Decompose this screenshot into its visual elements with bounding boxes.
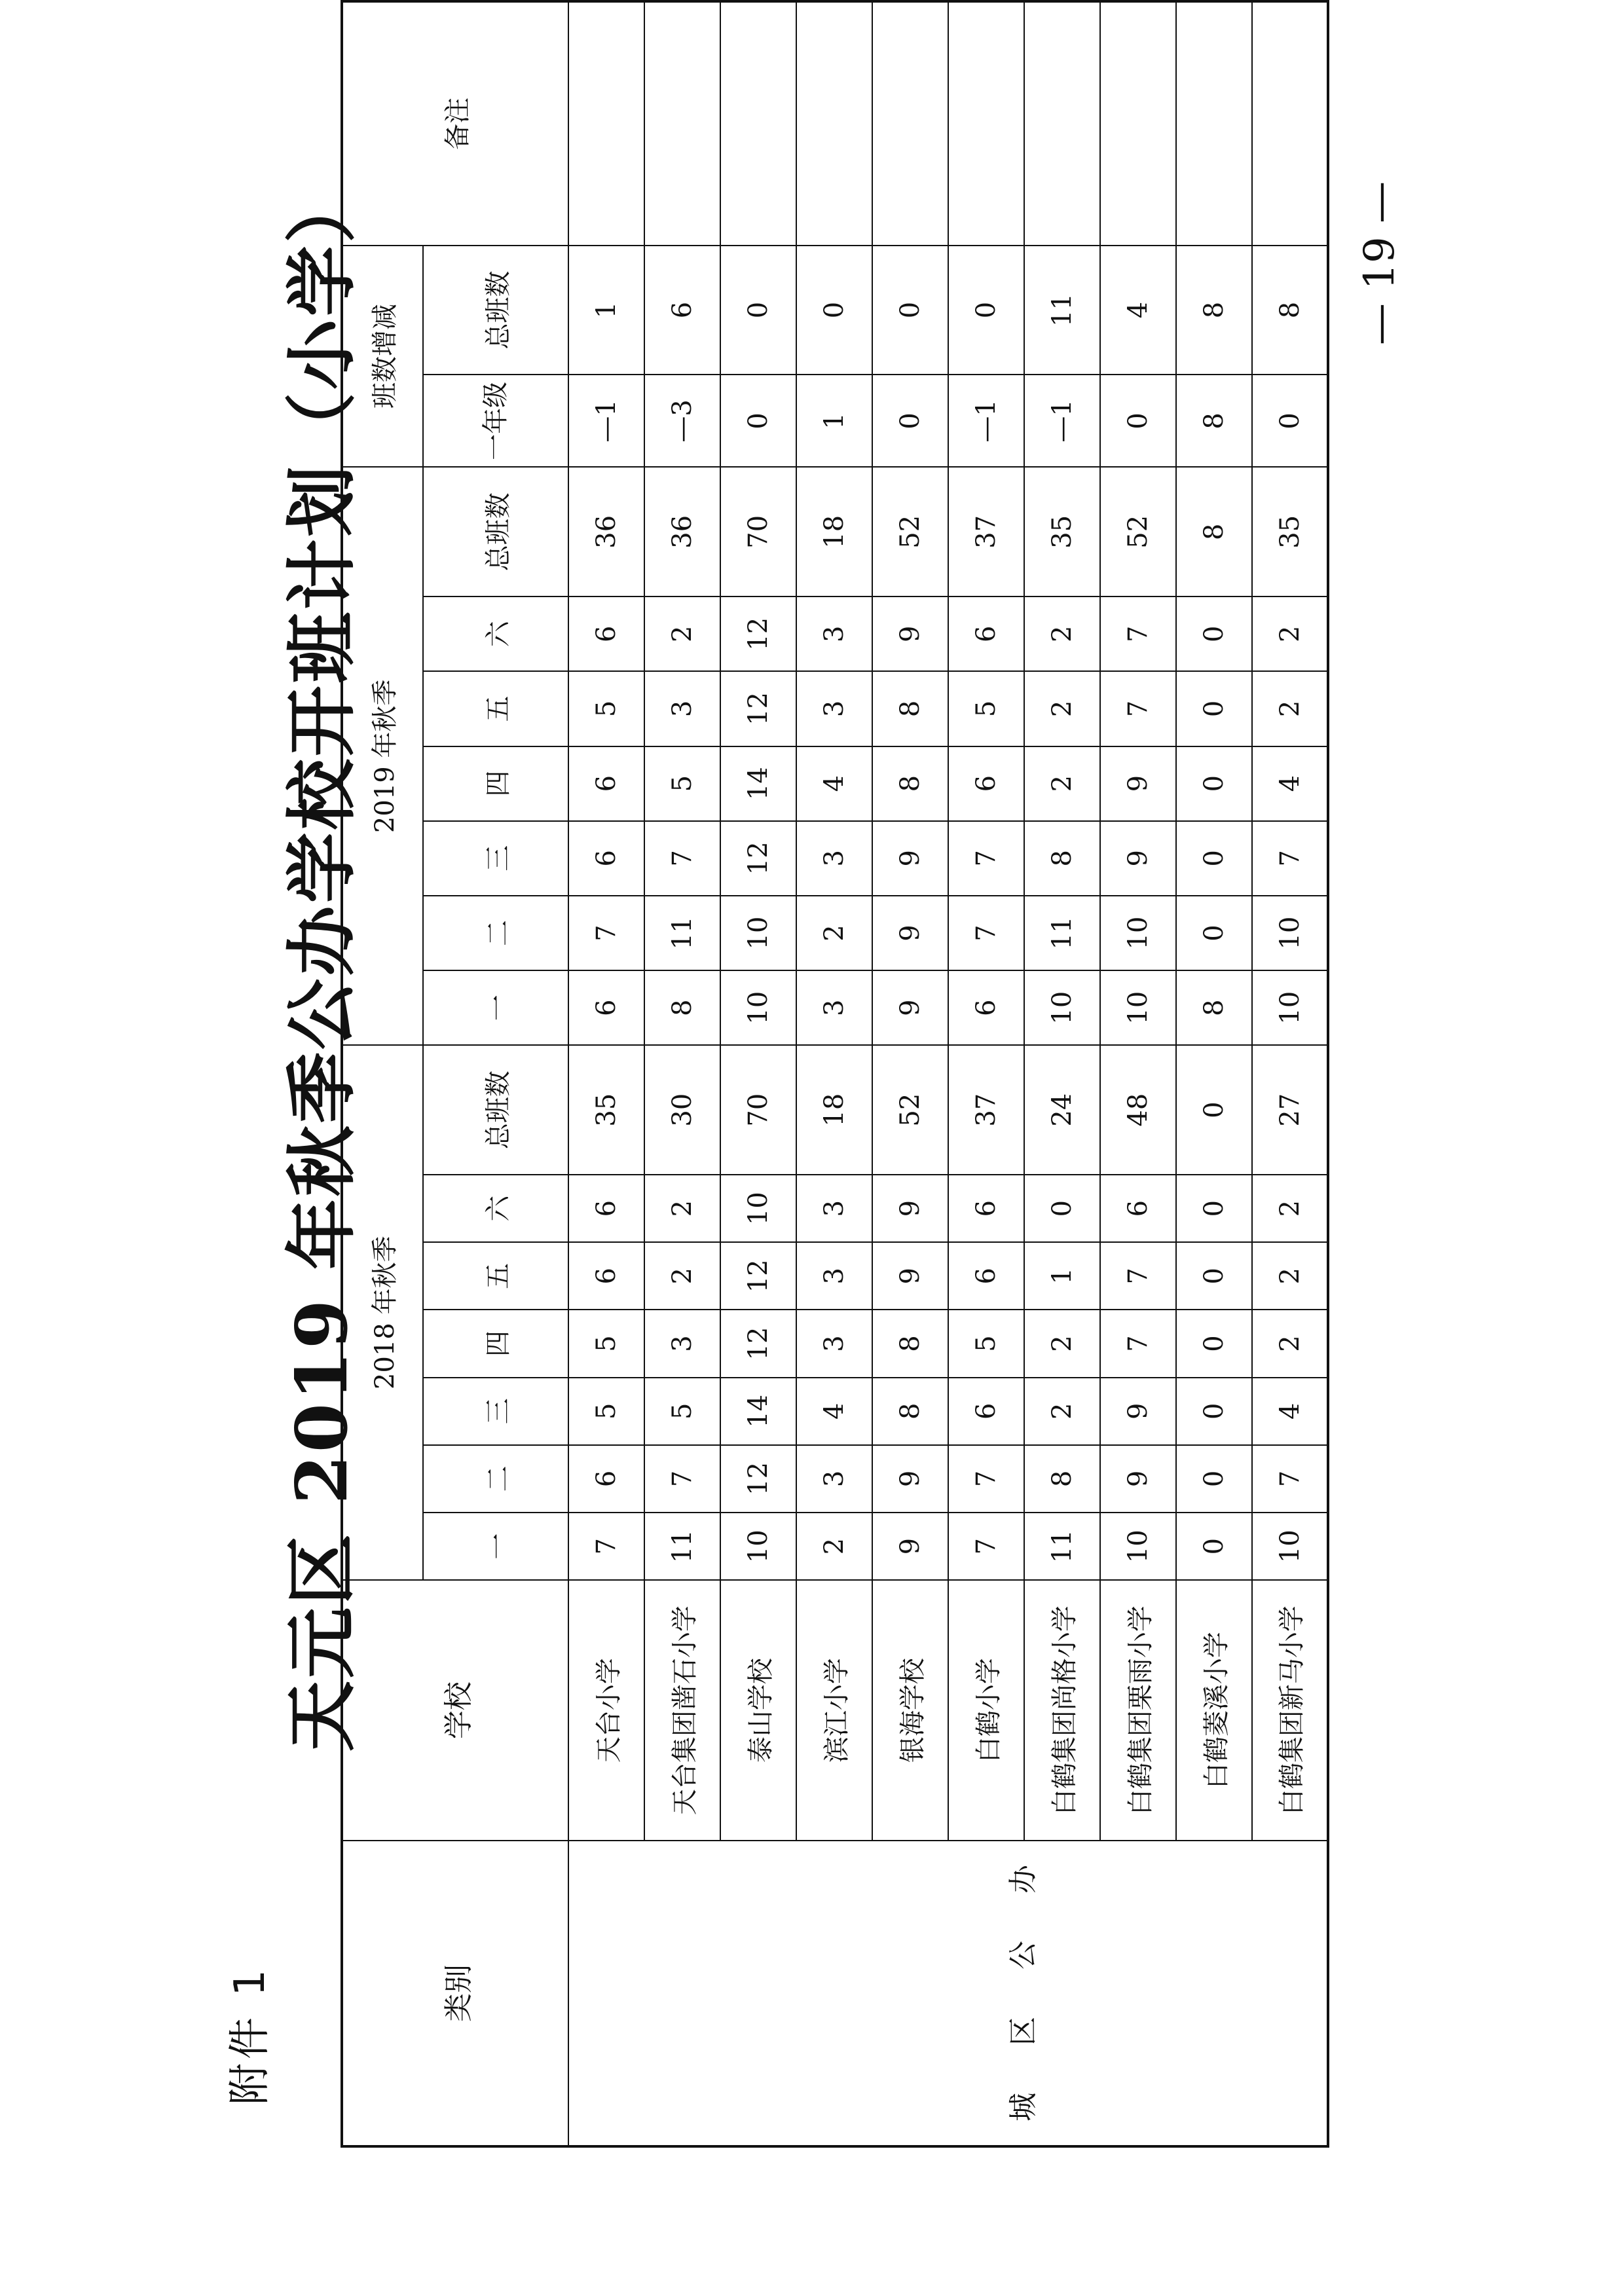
category-char: 区 <box>1006 2017 1040 2046</box>
grade-2018-cell: 5 <box>568 1378 644 1445</box>
change-total-header: 总班数 <box>423 246 568 375</box>
grade-2019-cell: 12 <box>720 821 796 896</box>
grade-2018-cell: 2 <box>1252 1242 1328 1310</box>
grade-2018-cell: 7 <box>1100 1310 1176 1377</box>
grade-2019-cell: 10 <box>1100 896 1176 970</box>
grade1-change-cell: —1 <box>948 375 1024 467</box>
grade-2019-cell: 3 <box>796 821 872 896</box>
total-2019-cell: 18 <box>796 467 872 597</box>
grade1-header: 一年级 <box>423 375 568 467</box>
total-2019-cell: 8 <box>1176 467 1252 597</box>
grade-2018-cell: 6 <box>568 1445 644 1513</box>
remarks-cell <box>1100 1 1176 246</box>
grade-2018-cell: 8 <box>1024 1445 1100 1513</box>
grade-header: 三 <box>423 1378 568 1445</box>
remarks-cell <box>568 1 644 246</box>
grade-header: 一 <box>423 1513 568 1580</box>
grade-2018-cell: 7 <box>568 1513 644 1580</box>
grade1-change-cell: 0 <box>872 375 948 467</box>
total-2019-cell: 35 <box>1024 467 1100 597</box>
grade-2019-cell: 2 <box>796 896 872 970</box>
total-change-cell: 0 <box>872 246 948 375</box>
grade-2019-cell: 7 <box>1100 597 1176 671</box>
grade1-change-cell: —1 <box>568 375 644 467</box>
grade-header: 四 <box>423 746 568 821</box>
grade1-change-cell: 0 <box>720 375 796 467</box>
category-header: 类别 <box>342 1841 568 2146</box>
grade-2019-cell: 0 <box>1176 671 1252 746</box>
grade-2019-cell: 12 <box>720 597 796 671</box>
grade-header: 四 <box>423 1310 568 1377</box>
grade-2019-cell: 8 <box>872 671 948 746</box>
fall-2019-header: 2019 年秋季 <box>342 467 423 1045</box>
grade-2018-cell: 12 <box>720 1242 796 1310</box>
grade-2018-cell: 0 <box>1024 1175 1100 1242</box>
remarks-header: 备注 <box>342 1 568 246</box>
grade-2018-cell: 7 <box>644 1445 720 1513</box>
grade-2018-cell: 2 <box>1024 1310 1100 1377</box>
total-2018-cell: 35 <box>568 1045 644 1175</box>
grade-2018-cell: 2 <box>1252 1175 1328 1242</box>
total-2018-cell: 70 <box>720 1045 796 1175</box>
grade-header: 五 <box>423 671 568 746</box>
grade-2019-cell: 2 <box>1024 597 1100 671</box>
grade-2019-cell: 10 <box>1024 970 1100 1045</box>
school-cell: 白鹤集团栗雨小学 <box>1100 1580 1176 1841</box>
grade1-change-cell: 0 <box>1100 375 1176 467</box>
grade-header: 六 <box>423 597 568 671</box>
grade-2019-cell: 3 <box>796 597 872 671</box>
grade-2018-cell: 11 <box>1024 1513 1100 1580</box>
category-char: 办 <box>1006 1865 1040 1894</box>
page-title: 天元区 2019 年秋季公办学校开班计划（小学） <box>281 170 363 1752</box>
remarks-cell <box>720 1 796 246</box>
grade-2019-cell: 2 <box>1252 671 1328 746</box>
remarks-cell <box>796 1 872 246</box>
total-change-cell: 11 <box>1024 246 1100 375</box>
total-header: 总班数 <box>423 467 568 597</box>
grade-2018-cell: 0 <box>1176 1445 1252 1513</box>
grade-2018-cell: 0 <box>1176 1310 1252 1377</box>
grade-2019-cell: 9 <box>872 821 948 896</box>
total-change-cell: 0 <box>720 246 796 375</box>
fall-2018-header: 2018 年秋季 <box>342 1045 423 1580</box>
school-cell: 滨江小学 <box>796 1580 872 1841</box>
grade-2019-cell: 0 <box>1176 821 1252 896</box>
grade-2018-cell: 3 <box>796 1175 872 1242</box>
remarks-cell <box>872 1 948 246</box>
grade-2018-cell: 3 <box>796 1445 872 1513</box>
grade-2019-cell: 5 <box>644 746 720 821</box>
category-cell <box>568 1841 1328 2146</box>
class-plan-table <box>341 0 1329 2148</box>
grade1-change-cell: 8 <box>1176 375 1252 467</box>
grade-2018-cell: 9 <box>872 1513 948 1580</box>
remarks-cell <box>1252 1 1328 246</box>
total-2018-cell: 30 <box>644 1045 720 1175</box>
grade-2018-cell: 10 <box>1252 1513 1328 1580</box>
grade-2019-cell: 6 <box>568 746 644 821</box>
remarks-cell <box>948 1 1024 246</box>
grade-2019-cell: 14 <box>720 746 796 821</box>
grade-2019-cell: 10 <box>1100 970 1176 1045</box>
grade-2019-cell: 2 <box>1024 671 1100 746</box>
grade-2019-cell: 3 <box>796 671 872 746</box>
total-header: 总班数 <box>423 1045 568 1175</box>
grade-2018-cell: 9 <box>1100 1445 1176 1513</box>
grade-header: 一 <box>423 970 568 1045</box>
grade-2019-cell: 7 <box>1100 671 1176 746</box>
table-row <box>1176 1 1252 2146</box>
grade1-change-cell: —1 <box>1024 375 1100 467</box>
total-change-cell: 8 <box>1252 246 1328 375</box>
grade-2018-cell: 1 <box>1024 1242 1100 1310</box>
grade-2019-cell: 0 <box>1176 597 1252 671</box>
grade-2019-cell: 6 <box>568 597 644 671</box>
table-row <box>720 1 796 2146</box>
grade-2018-cell: 11 <box>644 1513 720 1580</box>
total-2018-cell: 24 <box>1024 1045 1100 1175</box>
total-change-cell: 0 <box>796 246 872 375</box>
grade-2018-cell: 2 <box>1024 1378 1100 1445</box>
grade1-change-cell: 1 <box>796 375 872 467</box>
grade-2019-cell: 6 <box>568 970 644 1045</box>
table-row <box>948 1 1024 2146</box>
grade-2018-cell: 14 <box>720 1378 796 1445</box>
grade-2019-cell: 2 <box>1024 746 1100 821</box>
total-2018-cell: 52 <box>872 1045 948 1175</box>
school-cell: 天台集团凿石小学 <box>644 1580 720 1841</box>
grade-2019-cell: 4 <box>796 746 872 821</box>
grade-2018-cell: 0 <box>1176 1242 1252 1310</box>
school-header: 学校 <box>342 1580 568 1841</box>
school-cell: 白鹤集团尚格小学 <box>1024 1580 1100 1841</box>
grade-2018-cell: 7 <box>1252 1445 1328 1513</box>
grade-2018-cell: 6 <box>568 1242 644 1310</box>
grade-2018-cell: 6 <box>948 1242 1024 1310</box>
grade-2019-cell: 9 <box>872 970 948 1045</box>
grade-2018-cell: 3 <box>796 1310 872 1377</box>
school-cell: 天台小学 <box>568 1580 644 1841</box>
grade-2019-cell: 10 <box>1252 970 1328 1045</box>
grade-2018-cell: 0 <box>1176 1513 1252 1580</box>
grade-2018-cell: 3 <box>796 1242 872 1310</box>
grade-2019-cell: 10 <box>720 970 796 1045</box>
total-2018-cell: 27 <box>1252 1045 1328 1175</box>
grade-2018-cell: 10 <box>720 1513 796 1580</box>
grade-2018-cell: 9 <box>1100 1378 1176 1445</box>
total-2019-cell: 36 <box>568 467 644 597</box>
grade-2019-cell: 8 <box>1024 821 1100 896</box>
grade-2018-cell: 5 <box>644 1378 720 1445</box>
grade-2018-cell: 8 <box>872 1378 948 1445</box>
table-body <box>568 1 1328 2146</box>
total-2018-cell: 48 <box>1100 1045 1176 1175</box>
grade-2019-cell: 9 <box>872 896 948 970</box>
grade-2018-cell: 12 <box>720 1445 796 1513</box>
grade-2019-cell: 4 <box>1252 746 1328 821</box>
grade-2018-cell: 2 <box>644 1175 720 1242</box>
grade-header: 二 <box>423 1445 568 1513</box>
grade-2018-cell: 10 <box>1100 1513 1176 1580</box>
table-row <box>1100 1 1176 2146</box>
remarks-cell <box>1024 1 1100 246</box>
grade-2019-cell: 6 <box>948 746 1024 821</box>
total-change-cell: 1 <box>568 246 644 375</box>
total-2018-cell: 18 <box>796 1045 872 1175</box>
grade-2018-cell: 2 <box>644 1242 720 1310</box>
grade-2018-cell: 8 <box>872 1310 948 1377</box>
total-change-cell: 6 <box>644 246 720 375</box>
grade-2019-cell: 7 <box>948 821 1024 896</box>
grade-2019-cell: 6 <box>568 821 644 896</box>
attachment-label: 附件 1 <box>226 1965 274 2105</box>
grade-2019-cell: 8 <box>644 970 720 1045</box>
grade-2018-cell: 9 <box>872 1242 948 1310</box>
grade-header: 三 <box>423 821 568 896</box>
change-header: 班数增减 <box>342 246 423 468</box>
grade-2018-cell: 0 <box>1176 1378 1252 1445</box>
grade-2019-cell: 7 <box>1252 821 1328 896</box>
grade-2019-cell: 12 <box>720 671 796 746</box>
total-2019-cell: 36 <box>644 467 720 597</box>
total-2019-cell: 70 <box>720 467 796 597</box>
table-row <box>796 1 872 2146</box>
grade-2018-cell: 4 <box>1252 1378 1328 1445</box>
grade-2018-cell: 0 <box>1176 1175 1252 1242</box>
grade-2019-cell: 11 <box>644 896 720 970</box>
grade-2018-cell: 6 <box>948 1378 1024 1445</box>
grade-2019-cell: 7 <box>644 821 720 896</box>
grade-2018-cell: 12 <box>720 1310 796 1377</box>
grade-2019-cell: 9 <box>1100 746 1176 821</box>
table-row <box>872 1 948 2146</box>
grade-2018-cell: 4 <box>796 1378 872 1445</box>
grade-2019-cell: 3 <box>796 970 872 1045</box>
total-2019-cell: 37 <box>948 467 1024 597</box>
grade-2019-cell: 6 <box>948 597 1024 671</box>
table-row <box>644 1 720 2146</box>
grade-2018-cell: 5 <box>948 1310 1024 1377</box>
remarks-cell <box>644 1 720 246</box>
grade-2018-cell: 2 <box>1252 1310 1328 1377</box>
total-2018-cell: 37 <box>948 1045 1024 1175</box>
page-number: — 19 — <box>1356 181 1404 345</box>
grade1-change-cell: —3 <box>644 375 720 467</box>
total-change-cell: 8 <box>1176 246 1252 375</box>
total-2019-cell: 52 <box>1100 467 1176 597</box>
total-2019-cell: 35 <box>1252 467 1328 597</box>
grade-2019-cell: 5 <box>948 671 1024 746</box>
grade-2018-cell: 9 <box>872 1175 948 1242</box>
grade-2019-cell: 0 <box>1176 746 1252 821</box>
grade-2019-cell: 10 <box>1252 896 1328 970</box>
grade-2018-cell: 7 <box>948 1513 1024 1580</box>
grade-2019-cell: 3 <box>644 671 720 746</box>
school-cell: 银海学校 <box>872 1580 948 1841</box>
total-change-cell: 0 <box>948 246 1024 375</box>
total-change-cell: 4 <box>1100 246 1176 375</box>
grade-2019-cell: 2 <box>1252 597 1328 671</box>
table-row <box>568 1 644 2146</box>
grade-2018-cell: 10 <box>720 1175 796 1242</box>
grade-2019-cell: 2 <box>644 597 720 671</box>
grade-header: 六 <box>423 1175 568 1242</box>
category-char: 城 <box>1006 2093 1040 2121</box>
grade-2018-cell: 6 <box>1100 1175 1176 1242</box>
grade-2019-cell: 6 <box>948 970 1024 1045</box>
grade-2018-cell: 5 <box>568 1310 644 1377</box>
grade-2019-cell: 8 <box>872 746 948 821</box>
grade-2018-cell: 7 <box>948 1445 1024 1513</box>
grade-2019-cell: 10 <box>720 896 796 970</box>
grade-2019-cell: 8 <box>1176 970 1252 1045</box>
grade-2019-cell: 7 <box>948 896 1024 970</box>
grade-2019-cell: 9 <box>872 597 948 671</box>
table-row <box>1024 1 1100 2146</box>
category-char: 公 <box>1006 1941 1040 1970</box>
school-cell: 泰山学校 <box>720 1580 796 1841</box>
grade-2019-cell: 9 <box>1100 821 1176 896</box>
school-cell: 白鹤集团新马小学 <box>1252 1580 1328 1841</box>
grade-header: 五 <box>423 1242 568 1310</box>
remarks-cell <box>1176 1 1252 246</box>
total-2018-cell: 0 <box>1176 1045 1252 1175</box>
grade-header: 二 <box>423 896 568 970</box>
school-cell: 白鹤小学 <box>948 1580 1024 1841</box>
grade-2019-cell: 11 <box>1024 896 1100 970</box>
school-cell: 白鹤菱溪小学 <box>1176 1580 1252 1841</box>
grade-2018-cell: 3 <box>644 1310 720 1377</box>
total-2019-cell: 52 <box>872 467 948 597</box>
grade-2019-cell: 5 <box>568 671 644 746</box>
grade-2018-cell: 7 <box>1100 1242 1176 1310</box>
grade1-change-cell: 0 <box>1252 375 1328 467</box>
grade-2019-cell: 7 <box>568 896 644 970</box>
grade-2018-cell: 2 <box>796 1513 872 1580</box>
grade-2018-cell: 9 <box>872 1445 948 1513</box>
grade-2018-cell: 6 <box>568 1175 644 1242</box>
table-row <box>1252 1 1328 2146</box>
grade-2019-cell: 0 <box>1176 896 1252 970</box>
grade-2018-cell: 6 <box>948 1175 1024 1242</box>
